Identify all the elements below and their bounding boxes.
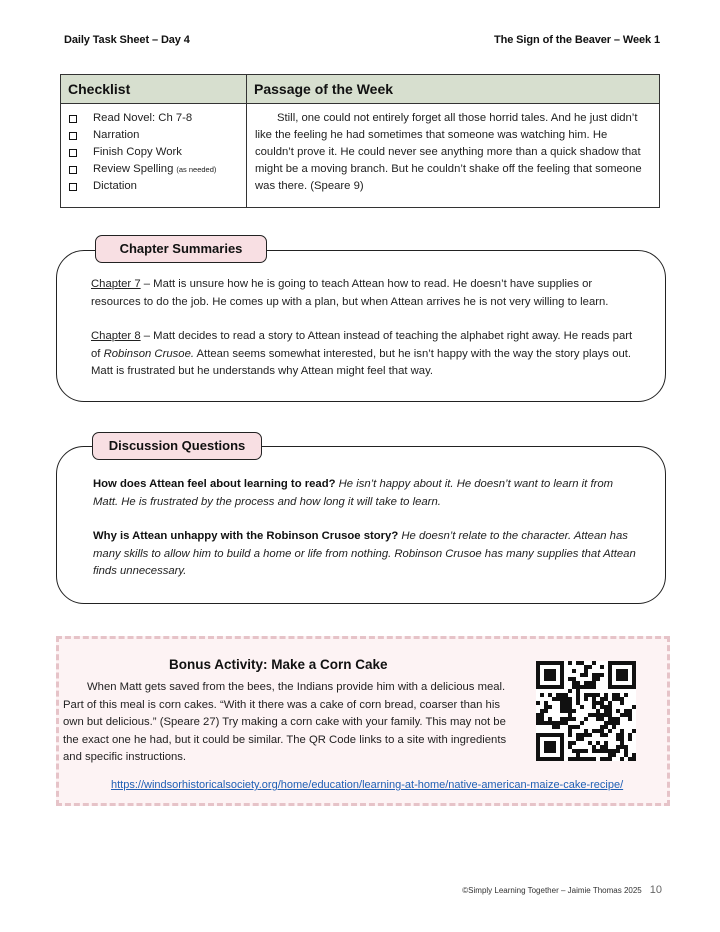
footer-copyright: ©Simply Learning Together – Jaimie Thomas 2025 (462, 886, 642, 895)
footer (462, 884, 662, 896)
chapter-8-summary (91, 328, 639, 381)
checkbox-icon[interactable] (69, 166, 77, 174)
header-right-title: The Sign of the Beaver – Week 1 (493, 34, 660, 46)
bonus-activity-box (56, 636, 670, 806)
chapter-8-label: Chapter 8 (91, 330, 141, 342)
checklist-item[interactable] (69, 127, 246, 144)
checklist-item[interactable] (69, 144, 246, 161)
checkbox-icon[interactable] (69, 115, 77, 123)
checklist-item[interactable] (69, 161, 246, 178)
table-header-row (61, 75, 659, 104)
passage-text: Still, one could not entirely forget all those horrid tales. And he just didn’t like the feeling he had sometimes that someone was watching him. He couldn’t prove it. He could never see anything more than a quick shadow that might be a moving branch. But he couldn’t shake off the feeling that someone was there. (Speare 9) (255, 112, 642, 192)
chapter-7-summary (91, 276, 639, 311)
chapter-summaries-content (91, 276, 639, 381)
checkbox-icon[interactable] (69, 132, 77, 140)
checklist-item[interactable] (69, 178, 246, 195)
discussion-questions-title: Discussion Questions (92, 432, 262, 460)
table-body-row (61, 104, 659, 208)
checklist-item-label: Review Spelling (93, 163, 174, 175)
question-2 (93, 528, 638, 581)
answer-2-text: He doesn’t relate to the character. Attean has many skills to allow him to build a home or life from nothing. Robinson Crusoe has many supplies that Attean finds unnecessary. (93, 530, 636, 577)
page-number: 10 (649, 884, 662, 896)
checklist-cell (61, 104, 247, 208)
bonus-activity-text (63, 679, 513, 767)
checklist (69, 110, 246, 195)
question-2-text: Why is Attean unhappy with the Robinson Crusoe story? (93, 530, 399, 542)
qr-code-icon[interactable] (536, 661, 636, 761)
chapter-7-label: Chapter 7 (91, 278, 141, 290)
discussion-questions-content (93, 476, 638, 581)
chapter-8-text-b: Attean seems somewhat interested, but he isn’t happy with the way the story plays out. Matt is frustrated but he understands why Attean might feel that way. (91, 347, 632, 377)
chapter-8-text-a: – Matt decides to read a story to Attean instead of teaching the alphabet right away. He reads part of (91, 330, 633, 360)
passage-cell (247, 104, 659, 208)
chapter-8-book-title: Robinson Crusoe. (103, 347, 194, 360)
answer-1-text: He isn’t happy about it. He doesn’t want to learn it from Matt. He is frustrated by the process and how long it will take to learn. (93, 478, 614, 508)
bonus-activity-paragraph: When Matt gets saved from the bees, the Indians provide him with a delicious meal. Part of this meal is corn cakes. “With it there was a cake of corn bread, coarser than his own but delicious.” (Speare 27) Try making a corn cake with your family. This may not be the exact one he had, but it could be similar. The QR Code links to a site with ingredients and specific instructions. (63, 681, 507, 763)
passage-header: Passage of the Week (254, 81, 394, 97)
checkbox-icon[interactable] (69, 183, 77, 191)
question-1 (93, 476, 638, 511)
checklist-item-label: Narration (93, 129, 140, 141)
header-left-title: Daily Task Sheet – Day 4 (64, 34, 190, 46)
recipe-link[interactable]: https://windsorhistoricalsociety.org/home/education/learning-at-home/native-american-maize-cake-recipe/ (111, 779, 624, 791)
checklist-item-label: Finish Copy Work (93, 146, 182, 158)
chapter-summaries-title: Chapter Summaries (95, 235, 267, 263)
checklist-passage-table (60, 74, 660, 208)
checklist-item-note: (as needed) (176, 165, 217, 174)
checklist-item-label: Dictation (93, 180, 137, 192)
question-1-text: How does Attean feel about learning to read? (93, 478, 336, 490)
checklist-item[interactable] (69, 110, 246, 127)
checklist-header: Checklist (61, 75, 247, 103)
chapter-7-text: – Matt is unsure how he is going to teach Attean how to read. He doesn’t have supplies or resources to do the job. He comes up with a plan, but when Attean arrives he is not very willing to learn. (91, 278, 609, 308)
bonus-activity-title: Bonus Activity: Make a Corn Cake (169, 657, 388, 672)
checklist-item-label: Read Novel: Ch 7-8 (93, 112, 193, 124)
checkbox-icon[interactable] (69, 149, 77, 157)
